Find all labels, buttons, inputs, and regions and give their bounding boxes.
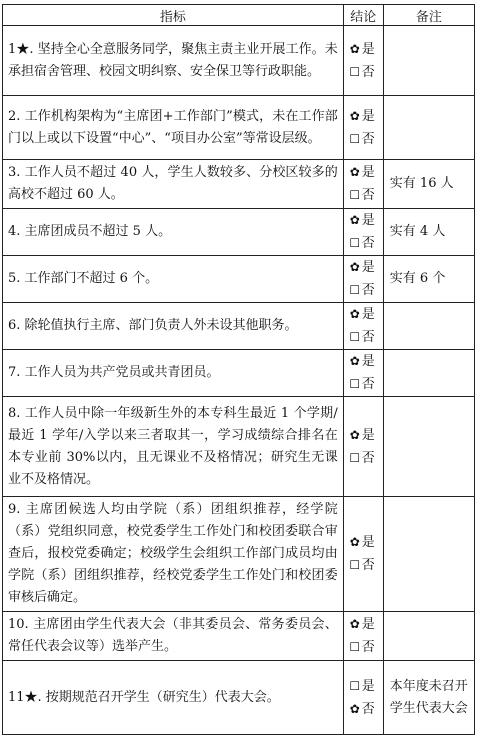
empty-checkbox-icon[interactable]: ☐ xyxy=(349,678,361,693)
option-label-yes: 是 xyxy=(361,354,375,369)
header-indicator: 指标 xyxy=(3,5,344,26)
remarks-cell xyxy=(383,497,474,612)
option-yes[interactable] xyxy=(348,613,383,636)
indicator-cell: 1★. 坚持全心全意服务同学，聚焦主责主业开展工作。未承担宿舍管理、校园文明纠察、安全保卫等行政职能。 xyxy=(3,26,344,96)
option-yes[interactable] xyxy=(348,531,383,554)
flower-checkbox-icon[interactable]: ✿ xyxy=(349,701,360,716)
empty-checkbox-icon[interactable]: ☐ xyxy=(349,377,361,391)
flower-checkbox-icon[interactable]: ✿ xyxy=(349,535,360,549)
header-remarks: 备注 xyxy=(383,5,474,26)
option-yes[interactable] xyxy=(348,105,383,128)
table-row xyxy=(3,209,475,256)
conclusion-cell xyxy=(343,350,383,397)
option-label-yes: 是 xyxy=(361,213,375,228)
table-row xyxy=(3,256,475,303)
conclusion-cell xyxy=(343,160,383,209)
flower-checkbox-icon[interactable]: ✿ xyxy=(349,260,360,274)
option-yes[interactable] xyxy=(348,209,383,232)
option-no[interactable] xyxy=(348,184,383,207)
option-yes[interactable] xyxy=(348,256,383,279)
indicator-cell: 7. 工作人员为共产党员或共青团员。 xyxy=(3,350,344,397)
table-row xyxy=(3,96,475,160)
option-yes[interactable] xyxy=(348,424,383,447)
empty-checkbox-icon[interactable]: ☐ xyxy=(349,558,361,572)
empty-checkbox-icon[interactable]: ☐ xyxy=(349,188,361,202)
remarks-cell: 实有 4 人 xyxy=(383,209,474,256)
option-label-no: 否 xyxy=(361,330,375,345)
table-row xyxy=(3,303,475,350)
empty-checkbox-icon[interactable]: ☐ xyxy=(349,131,361,146)
option-no[interactable] xyxy=(348,447,383,470)
flower-checkbox-icon[interactable]: ✿ xyxy=(349,41,360,56)
remarks-cell xyxy=(383,350,474,397)
option-label-yes: 是 xyxy=(361,617,375,632)
option-label-yes: 是 xyxy=(361,260,375,275)
conclusion-cell xyxy=(343,256,383,303)
empty-checkbox-icon[interactable]: ☐ xyxy=(349,64,361,79)
remarks-cell: 实有 16 人 xyxy=(383,160,474,209)
indicator-cell: 6. 除轮值执行主席、部门负责人外未设其他职务。 xyxy=(3,303,344,350)
table-row xyxy=(3,397,475,497)
table-row xyxy=(3,612,475,661)
option-label-yes: 是 xyxy=(361,41,375,57)
remarks-cell: 本年度未召开学生代表大会 xyxy=(383,661,474,735)
indicator-cell: 8. 工作人员中除一年级新生外的本专科生最近 1 个学期/最近 1 学年/入学以来三者取其一，学习成绩综合排名在本专业前 30%以内，且无课业不及格情况；研究生无课业不及格情况。 xyxy=(3,397,344,497)
option-no[interactable] xyxy=(348,326,383,349)
option-label-no: 否 xyxy=(361,701,375,717)
option-no[interactable] xyxy=(348,698,383,721)
option-label-no: 否 xyxy=(361,283,375,298)
remarks-cell: 实有 6 个 xyxy=(383,256,474,303)
flower-checkbox-icon[interactable]: ✿ xyxy=(349,213,360,227)
empty-checkbox-icon[interactable]: ☐ xyxy=(349,236,361,250)
option-label-yes: 是 xyxy=(361,307,375,322)
conclusion-cell xyxy=(343,303,383,350)
indicator-cell: 3. 工作人员不超过 40 人，学生人数较多、分校区较多的高校不超过 60 人。 xyxy=(3,160,344,209)
option-label-no: 否 xyxy=(361,558,375,573)
empty-checkbox-icon[interactable]: ☐ xyxy=(349,330,361,344)
option-yes[interactable] xyxy=(348,675,383,698)
remarks-cell xyxy=(383,26,474,96)
header-conclusion: 结论 xyxy=(343,5,383,26)
option-yes[interactable] xyxy=(348,161,383,184)
indicator-cell: 4. 主席团成员不超过 5 人。 xyxy=(3,209,344,256)
option-label-yes: 是 xyxy=(361,165,375,180)
flower-checkbox-icon[interactable]: ✿ xyxy=(349,427,360,442)
empty-checkbox-icon[interactable]: ☐ xyxy=(349,450,361,465)
option-label-no: 否 xyxy=(361,236,375,251)
empty-checkbox-icon[interactable]: ☐ xyxy=(349,640,361,654)
option-no[interactable] xyxy=(348,279,383,302)
option-label-no: 否 xyxy=(361,377,375,392)
indicator-cell: 10. 主席团由学生代表大会（非其委员会、常务委员会、常任代表会议等）选举产生。 xyxy=(3,612,344,661)
indicator-cell: 2. 工作机构架构为“主席团+工作部门”模式，未在工作部门以上或以下设置“中心”、“项目办公室”等常设层级。 xyxy=(3,96,344,160)
option-yes[interactable] xyxy=(348,303,383,326)
table-row xyxy=(3,350,475,397)
remarks-cell xyxy=(383,612,474,661)
conclusion-cell xyxy=(343,209,383,256)
flower-checkbox-icon[interactable]: ✿ xyxy=(349,108,360,123)
table-row xyxy=(3,497,475,612)
conclusion-cell xyxy=(343,661,383,735)
option-yes[interactable] xyxy=(348,38,383,61)
table-row xyxy=(3,661,475,735)
option-label-yes: 是 xyxy=(361,678,375,694)
header-row xyxy=(3,5,475,26)
indicator-cell: 5. 工作部门不超过 6 个。 xyxy=(3,256,344,303)
indicator-cell: 9. 主席团候选人均由学院（系）团组织推荐，经学院（系）党组织同意，校党委学生工作处门和校团委联合审查后，报校党委确定；校级学生会组织工作部门成员均由学院（系）团组织推荐，经校党委学生工作处门和校团委审核后确定。 xyxy=(3,497,344,612)
flower-checkbox-icon[interactable]: ✿ xyxy=(349,307,360,321)
conclusion-cell xyxy=(343,26,383,96)
remarks-cell xyxy=(383,96,474,160)
option-label-no: 否 xyxy=(361,450,375,466)
table-row xyxy=(3,26,475,96)
option-label-no: 否 xyxy=(361,640,375,655)
option-label-no: 否 xyxy=(361,188,375,203)
checklist-table xyxy=(2,4,475,735)
empty-checkbox-icon[interactable]: ☐ xyxy=(349,283,361,297)
option-label-no: 否 xyxy=(361,131,375,147)
flower-checkbox-icon[interactable]: ✿ xyxy=(349,165,360,179)
option-no[interactable] xyxy=(348,232,383,255)
conclusion-cell xyxy=(343,397,383,497)
option-yes[interactable] xyxy=(348,350,383,373)
option-label-yes: 是 xyxy=(361,108,375,124)
option-no[interactable] xyxy=(348,554,383,577)
remarks-cell xyxy=(383,397,474,497)
option-no[interactable] xyxy=(348,373,383,396)
flower-checkbox-icon[interactable]: ✿ xyxy=(349,617,360,631)
option-no[interactable] xyxy=(348,61,383,84)
option-no[interactable] xyxy=(348,636,383,659)
conclusion-cell xyxy=(343,612,383,661)
option-no[interactable] xyxy=(348,128,383,151)
option-label-yes: 是 xyxy=(361,535,375,550)
option-label-yes: 是 xyxy=(361,427,375,443)
indicator-cell: 11★. 按期规范召开学生（研究生）代表大会。 xyxy=(3,661,344,735)
remarks-cell xyxy=(383,303,474,350)
conclusion-cell xyxy=(343,497,383,612)
flower-checkbox-icon[interactable]: ✿ xyxy=(349,354,360,368)
table-row xyxy=(3,160,475,209)
conclusion-cell xyxy=(343,96,383,160)
option-label-no: 否 xyxy=(361,64,375,80)
